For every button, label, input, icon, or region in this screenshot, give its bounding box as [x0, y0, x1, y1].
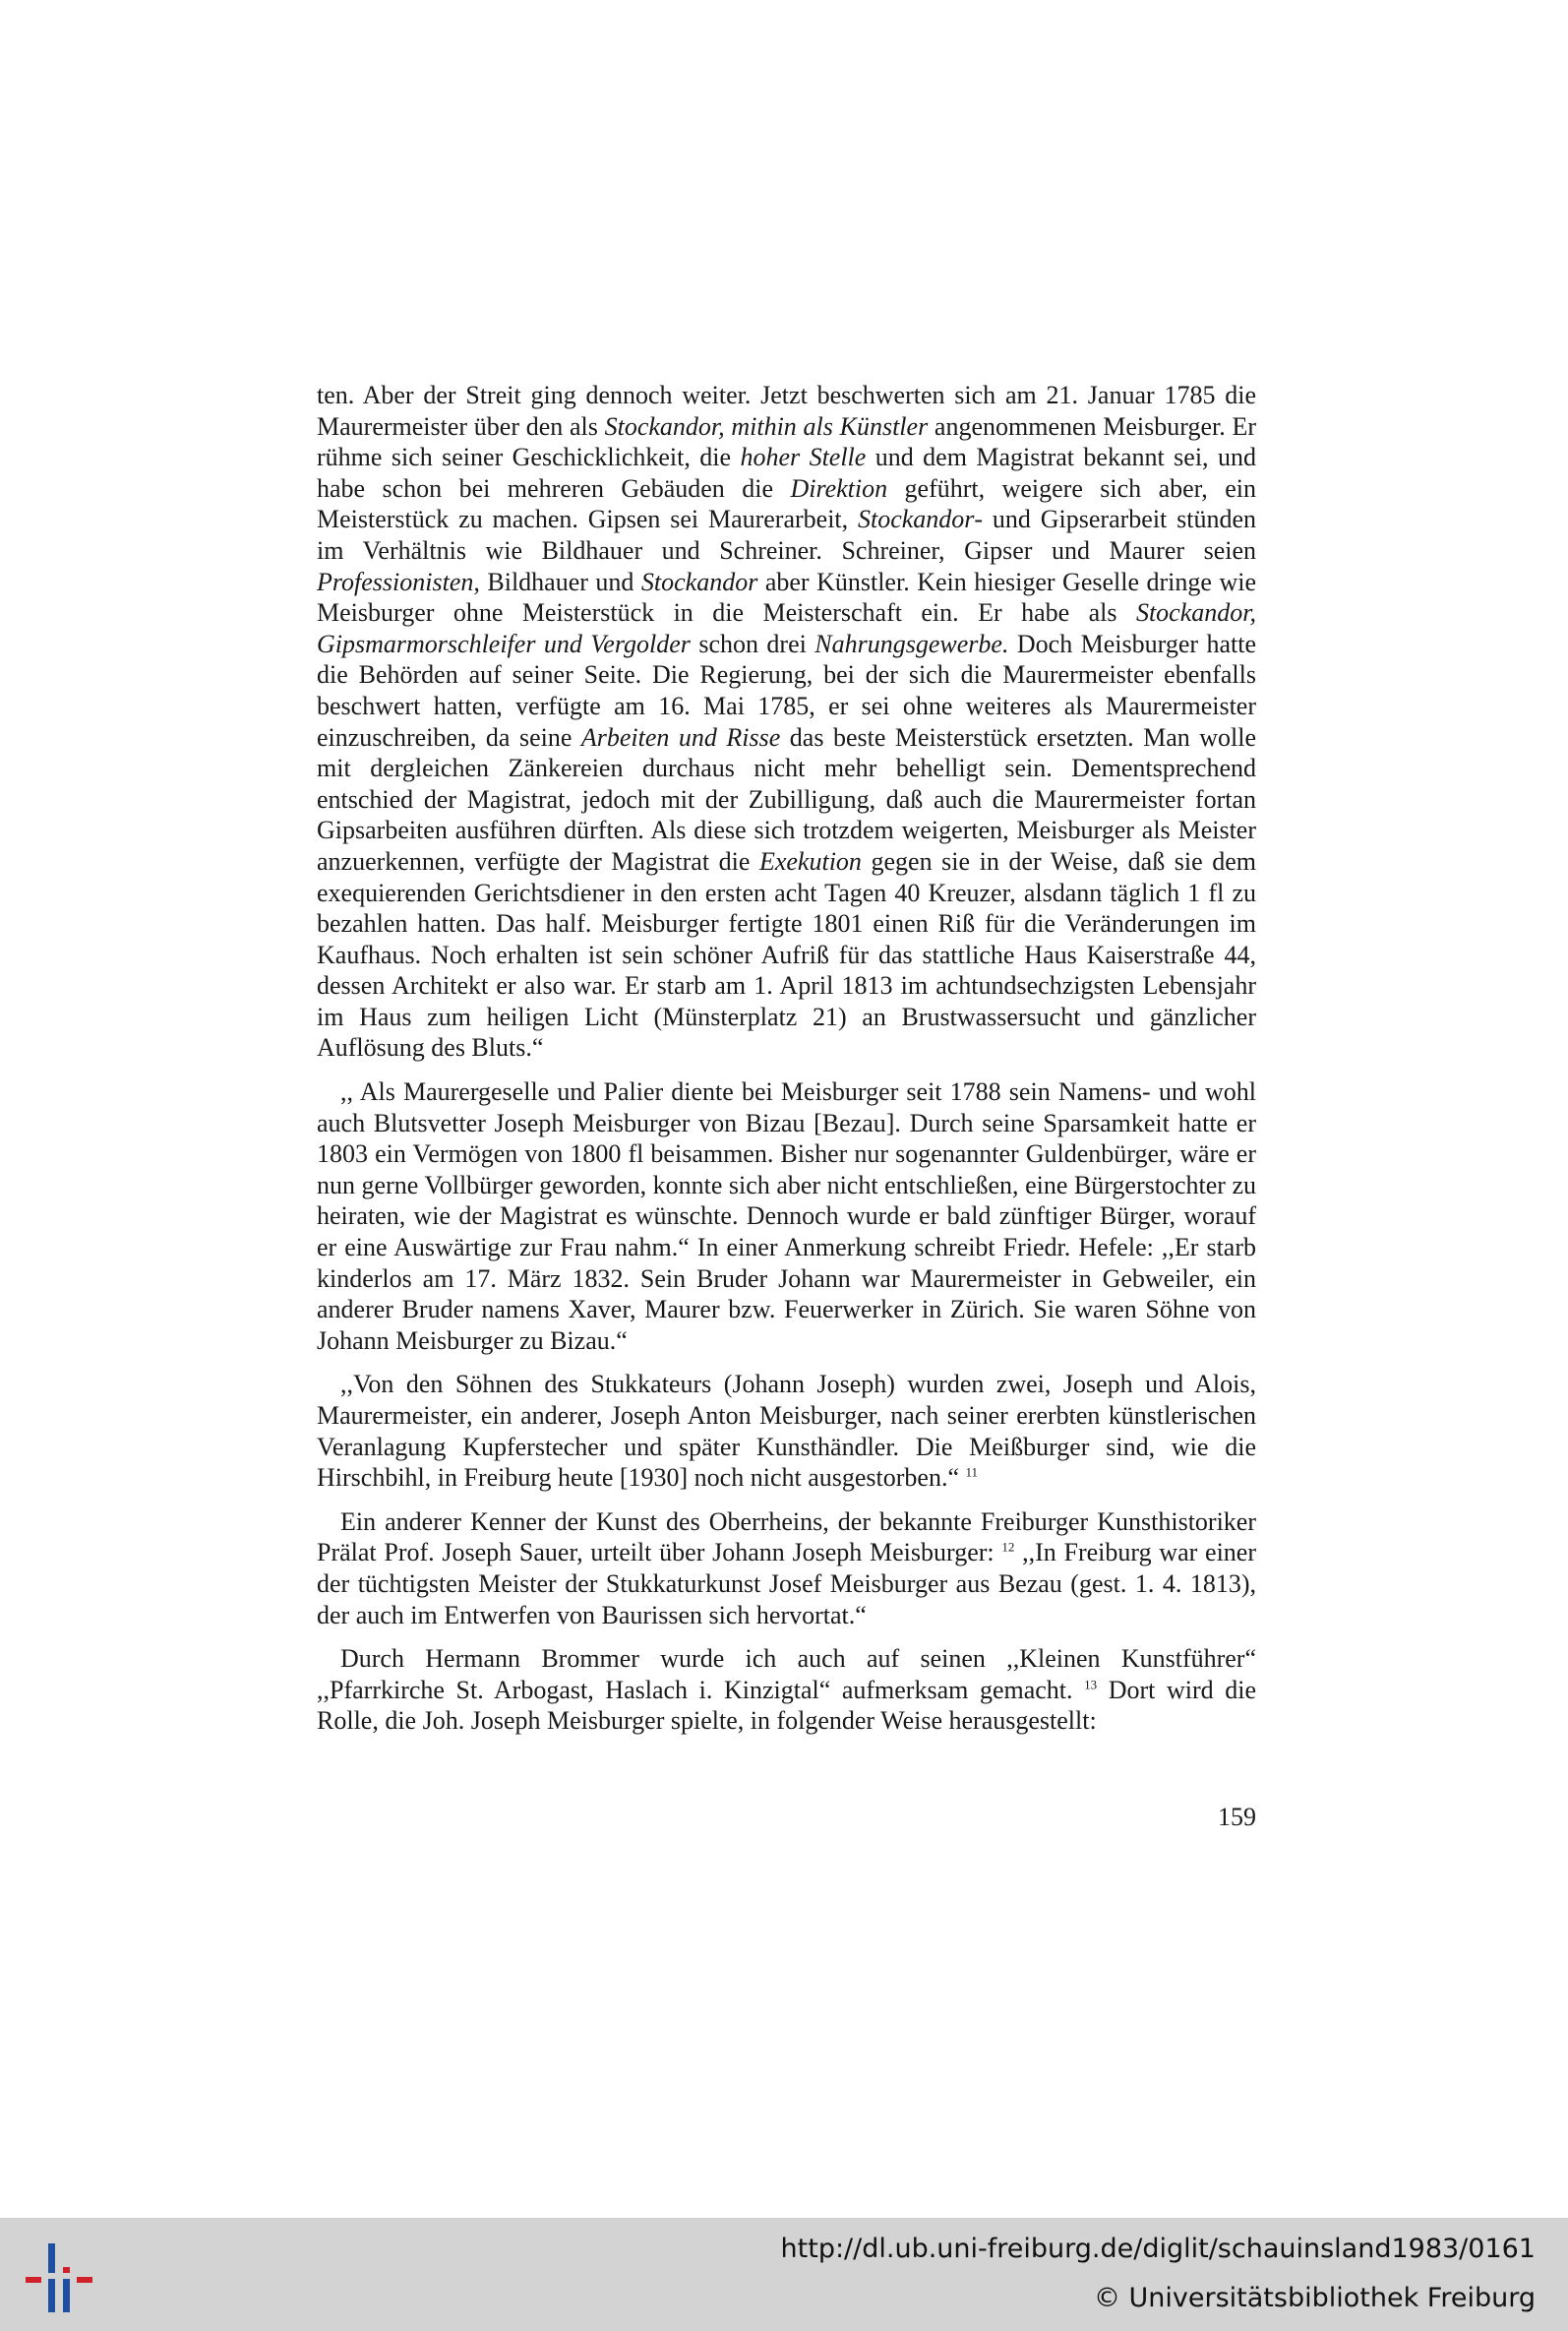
paragraph-5: Durch Hermann Brommer wurde ich auch auf seinen ,,Kleinen Kunstführer“ ,,Pfarrkirche St. Arbogast, Haslach i. Kinzigtal“ aufmerksam gemacht. $^{13}$ Dort wird die Rolle, die Joh. Joseph Meisburger spielte, in folgender Weise herausgestellt: [317, 1644, 1256, 1736]
paragraph-4: Ein anderer Kenner der Kunst des Oberrheins, der bekannte Freiburger Kunsthistoriker Prälat Prof. Joseph Sauer, urteilt über Johann Joseph Meisburger: $^{12}$ ,,In Freiburg war einer der tüchtigsten Meister der Stukkaturkunst Josef Meisburger aus Bezau (gest. 1. 4. 1813), der auch im Entwerfen von Baurissen sich hervortat.“ [317, 1506, 1256, 1629]
paragraph-1: ten. Aber der Streit ging dennoch weiter. Jetzt beschwerten sich am 21. Januar 1785 die Maurermeister über den als Stockandor, mithin als Künstler angenommenen Meisburger. Er rühme sich seiner Geschicklichkeit, die hoher Stelle und dem Magistrat bekannt sei, und habe schon bei mehreren Gebäuden die Direktion geführt, weigere sich aber, ein Meisterstück zu machen. Gipsen sei Maurerarbeit, Stockandor- und Gipserarbeit stünden im Verhältnis wie Bildhauer und Schreiner. Schreiner, Gipser und Maurer seien Professionisten, Bildhauer und Stockandor aber Künstler. Kein hiesiger Geselle dringe wie Meisburger ohne Meisterstück in die Meisterschaft ein. Er habe als Stockandor, Gipsmarmorschleifer und Vergolder schon drei Nahrungsgewerbe. Doch Meisburger hatte die Behörden auf seiner Seite. Die Regierung, bei der sich die Maurermeister ebenfalls beschwert hatten, verfügte am 16. Mai 1785, er sei ohne weiteres als Maurermeister einzuschreiben, da seine Arbeiten und Risse das beste Meisterstück ersetzten. Man wolle mit dergleichen Zänkereien durchaus nicht mehr behelligt sein. Dementsprechend entschied der Magistrat, jedoch mit der Zubilligung, daß auch die Maurermeister fortan Gipsarbeiten ausführen dürften. Als diese sich trotzdem weigerten, Meisburger als Meister anzuerkennen, verfügte der Magistrat die Exekution gegen sie in der Weise, daß sie dem exequierenden Gerichtsdiener in den ersten acht Tagen 40 Kreuzer, alsdann täglich 1 fl zu bezahlen hatten. Das half. Meisburger fertigte 1801 einen Riß für die Veränderungen im Kaufhaus. Noch erhalten ist sein schöner Aufriß für das stattliche Haus Kaiserstraße 44, dessen Architekt er also war. Er starb am 1. April 1813 im achtundsechzigsten Lebensjahr im Haus zum heiligen Licht (Münsterplatz 21) an Brustwassersucht und gänzlicher Auflösung des Bluts.“ [317, 381, 1256, 1063]
footer-bar [0, 2218, 1568, 2331]
footer-url-link[interactable]: http://dl.ub.uni-freiburg.de/diglit/schauinsland1983/0161 [780, 2234, 1536, 2264]
page-number: 159 [1218, 1803, 1256, 1831]
paragraph-3: ,,Von den Söhnen des Stukkateurs (Johann Joseph) wurden zwei, Joseph und Alois, Maurermeister, ein anderer, Joseph Anton Meisburger, nach seiner ererbten künstlerischen Veranlagung Kupferstecher und später Kunsthändler. Die Meißburger sind, wie die Hirschbihl, in Freiburg heute [1930] noch nicht ausgestorben.“ $^{11}$ [317, 1370, 1256, 1493]
paragraph-2: ,, Als Maurergeselle und Palier diente bei Meisburger seit 1788 sein Namens- und wohl auch Blutsvetter Joseph Meisburger von Bizau [Bezau]. Durch seine Sparsamkeit hatte er 1803 ein Vermögen von 1800 fl beisammen. Bisher nur sogenannter Guldenbürger, wäre er nun gerne Vollbürger geworden, konnte sich aber nicht entschließen, eine Bürgerstochter zu heiraten, wie der Magistrat es wünschte. Dennoch wurde er bald zünftiger Bürger, worauf er eine Auswärtige zur Frau nahm.“ In einer Anmerkung schreibt Friedr. Hefele: ,,Er starb kinderlos am 17. März 1832. Sein Bruder Johann war Maurermeister in Gebweiler, ein anderer Bruder namens Xaver, Maurer bzw. Feuerwerker in Zürich. Sie waren Söhne von Johann Meisburger zu Bizau.“ [317, 1077, 1256, 1355]
footer-copyright: © Universitätsbibliothek Freiburg [1093, 2283, 1536, 2313]
ub-freiburg-logo-icon [20, 2238, 98, 2316]
page-body [317, 380, 1256, 1737]
